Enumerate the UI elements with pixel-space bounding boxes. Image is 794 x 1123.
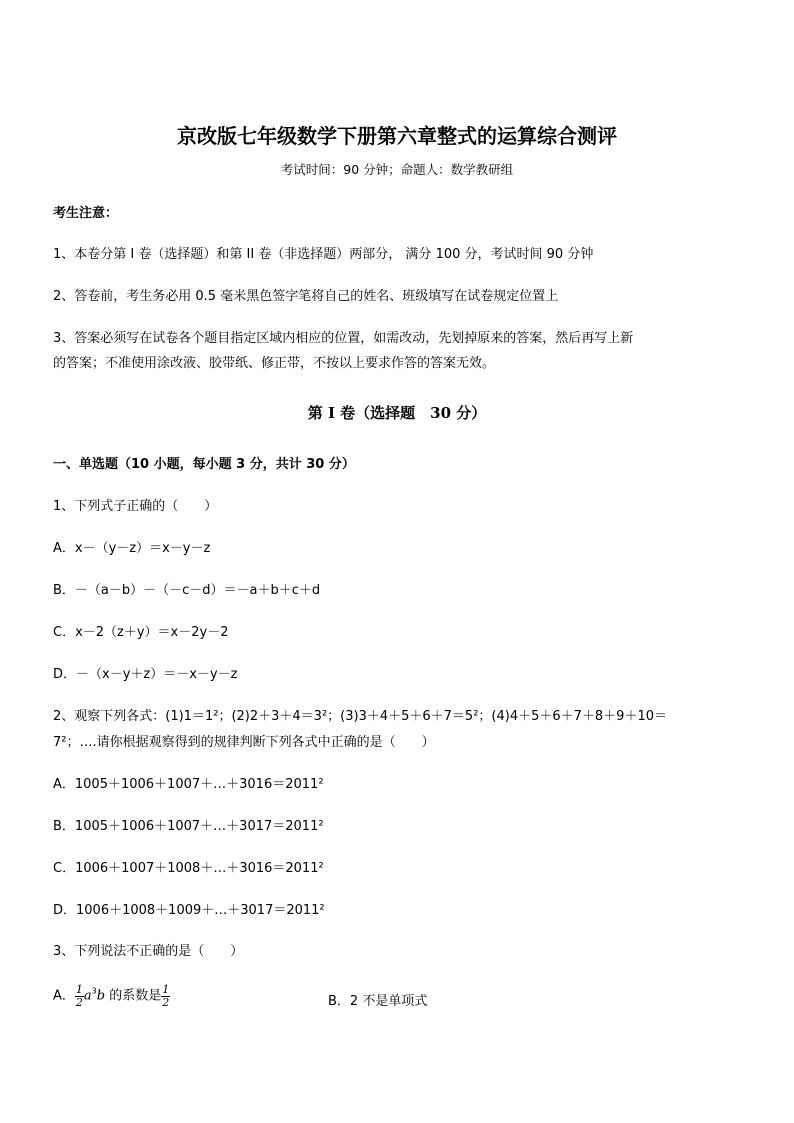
- question-2-option-c: C．1006＋1007＋1008＋…＋3016＝2011²: [53, 861, 324, 876]
- question-1-option-a: A．x－（y－z）＝x－y－z: [53, 541, 211, 556]
- question-2-stem-line-2: 7²；….请你根据观察得到的规律判断下列各式中正确的是（ ）: [53, 735, 435, 750]
- notice-item-3-line-2: 的答案；不准使用涂改液、胶带纸、修正带，不按以上要求作答的答案无效。: [53, 356, 496, 371]
- notice-heading: 考生注意：: [53, 206, 119, 221]
- question-2-option-a: A．1005＋1006＋1007＋…＋3016＝2011²: [53, 777, 324, 792]
- page-title: 京改版七年级数学下册第六章整式的运算综合测评: [177, 124, 617, 148]
- exam-info: 考试时间：90 分钟；命题人：数学教研组: [280, 162, 514, 177]
- question-2-option-b: B．1005＋1006＋1007＋…＋3017＝2011²: [53, 819, 324, 834]
- question-1-option-c: C．x－2（z＋y）＝x－2y－2: [53, 625, 229, 640]
- notice-item-3-line-1: 3、答案必须写在试卷各个题目指定区域内相应的位置，如需改动，先划掉原来的答案，然后再写上新: [53, 331, 634, 346]
- notice-item-1: 1、本卷分第 I 卷（选择题）和第 II 卷（非选择题）两部分， 满分 100 分，考试时间 90 分钟: [53, 247, 594, 262]
- fraction-coefficient: $\frac{1}{2}$: [162, 983, 170, 1009]
- question-2-stem-line-1: 2、观察下列各式：(1)1＝1²；(2)2＋3＋4＝3²；(3)3＋4＋5＋6＋7＝5²；(4)4＋5＋6＋7＋8＋9＋10＝: [53, 709, 667, 724]
- fraction-one-half: $\frac{1}{2}$: [75, 983, 83, 1009]
- part-1-title: 第 I 卷（选择题 30 分）: [307, 404, 487, 422]
- option-a-label: A．: [53, 988, 75, 1004]
- question-2-option-d: D．1006＋1008＋1009＋…＋3017＝2011²: [53, 903, 325, 918]
- question-1-option-b: B．－（a－b）－（－c－d）＝－a＋b＋c＋d: [53, 583, 321, 598]
- section-1-heading: 一、单选题（10 小题，每小题 3 分，共计 30 分）: [53, 457, 355, 472]
- question-3-option-a: A． $\frac{1}{2}$ $a^3b$ 的系数是 $\frac{1}{2}$: [53, 983, 170, 1009]
- question-1-stem: 1、下列式子正确的（ ）: [53, 499, 218, 514]
- question-1-option-d: D．－（x－y＋z）＝－x－y－z: [53, 667, 238, 682]
- question-3-stem: 3、下列说法不正确的是（ ）: [53, 944, 244, 959]
- notice-item-2: 2、答卷前，考生务必用 0.5 毫米黑色签字笔将自己的姓名、班级填写在试卷规定位置上: [53, 289, 559, 304]
- question-3-option-b: B．2 不是单项式: [328, 994, 428, 1009]
